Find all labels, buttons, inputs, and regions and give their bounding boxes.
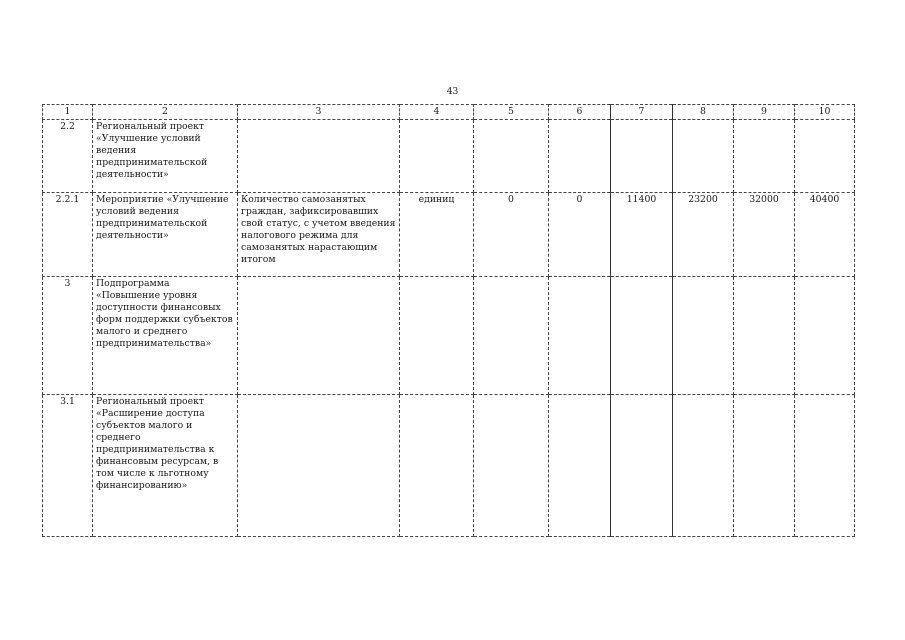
column-header: 1 xyxy=(43,105,93,120)
table-row xyxy=(43,120,855,193)
row-number: 3.1 xyxy=(43,395,93,537)
column-header: 4 xyxy=(400,105,474,120)
page-number: 43 xyxy=(446,87,459,97)
column-header: 5 xyxy=(474,105,549,120)
row-value xyxy=(611,395,673,537)
row-value xyxy=(795,277,855,395)
row-value: 32000 xyxy=(734,193,795,277)
row-name: Региональный проект «Расширение доступа субъектов малого и среднего предпринимательства к финансовым ресурсам, в том числе к льготному финансированию» xyxy=(93,395,238,537)
column-header: 9 xyxy=(734,105,795,120)
row-number: 3 xyxy=(43,277,93,395)
table-header-row xyxy=(43,105,855,120)
row-number: 2.2 xyxy=(43,120,93,193)
row-name: Региональный проект «Улучшение условий ведения предпринимательской деятельности» xyxy=(93,120,238,193)
row-value xyxy=(795,395,855,537)
row-value xyxy=(549,277,611,395)
row-value xyxy=(734,277,795,395)
row-name: Подпрограмма «Повышение уровня доступности финансовых форм поддержки субъектов малого и среднего предпринимательства» xyxy=(93,277,238,395)
column-header: 8 xyxy=(673,105,734,120)
row-indicator xyxy=(238,277,400,395)
row-value xyxy=(734,120,795,193)
row-value: 0 xyxy=(549,193,611,277)
row-value xyxy=(795,120,855,193)
row-value: 11400 xyxy=(611,193,673,277)
row-value xyxy=(474,120,549,193)
row-value xyxy=(611,277,673,395)
row-value xyxy=(474,395,549,537)
column-header: 10 xyxy=(795,105,855,120)
row-value xyxy=(549,120,611,193)
row-value xyxy=(474,277,549,395)
row-name: Мероприятие «Улучшение условий ведения предпринимательской деятельности» xyxy=(93,193,238,277)
row-unit xyxy=(400,120,474,193)
row-value xyxy=(734,395,795,537)
row-value xyxy=(611,120,673,193)
column-header: 6 xyxy=(549,105,611,120)
row-value xyxy=(549,395,611,537)
row-number: 2.2.1 xyxy=(43,193,93,277)
row-indicator xyxy=(238,395,400,537)
row-value xyxy=(673,120,734,193)
row-value: 40400 xyxy=(795,193,855,277)
row-value xyxy=(673,395,734,537)
row-value: 23200 xyxy=(673,193,734,277)
column-header: 7 xyxy=(611,105,673,120)
row-unit xyxy=(400,277,474,395)
table-row xyxy=(43,277,855,395)
table-row xyxy=(43,395,855,537)
row-value: 0 xyxy=(474,193,549,277)
row-value xyxy=(673,277,734,395)
row-unit: единиц xyxy=(400,193,474,277)
column-header: 2 xyxy=(93,105,238,120)
row-indicator xyxy=(238,120,400,193)
row-unit xyxy=(400,395,474,537)
column-header: 3 xyxy=(238,105,400,120)
indicator-table xyxy=(42,104,855,537)
table-row xyxy=(43,193,855,277)
row-indicator: Количество самозанятых граждан, зафиксировавших свой статус, с учетом введения налогового режима для самозанятых нарастающим итогом xyxy=(238,193,400,277)
